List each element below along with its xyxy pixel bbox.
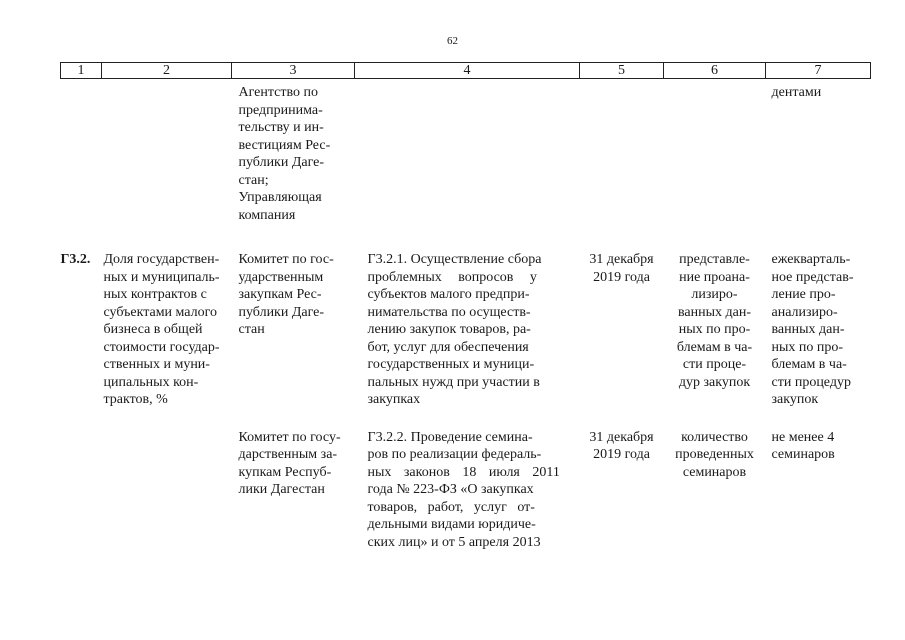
target-line: ванных дан- xyxy=(771,322,845,337)
program-table-container xyxy=(60,62,870,559)
event-line: ских лиц» и от 5 апреля 2013 xyxy=(367,534,541,550)
result-line: количество xyxy=(681,429,748,445)
event-line: проблемных вопросов у xyxy=(367,269,537,285)
indicator-line: ципальных кон- xyxy=(103,374,199,390)
executor-line: публики Даге- xyxy=(238,304,325,320)
cell-executor xyxy=(232,423,355,560)
cell-executor xyxy=(232,79,355,243)
executor-line: стан; xyxy=(238,172,269,188)
executor-line: Управляющая xyxy=(238,190,322,205)
deadline-line: 31 декабря xyxy=(589,252,654,267)
cell-number xyxy=(61,79,102,243)
result-line: лизиро- xyxy=(691,287,738,302)
executor-line: публики Даге- xyxy=(238,155,325,170)
event-line: Г3.2.1. Осуществление сбора xyxy=(367,252,542,267)
executor-line: вестициям Рес- xyxy=(238,137,331,153)
event-line: дельными видами юридиче- xyxy=(367,517,536,532)
header-cell-6: 6 xyxy=(664,63,766,79)
target-line: анализиро- xyxy=(771,304,838,320)
result-line: представле- xyxy=(679,252,750,267)
target-line: сти процедур xyxy=(771,374,851,390)
header-cell-7: 7 xyxy=(766,63,871,79)
cell-number xyxy=(61,423,102,560)
event-line: ров по реализации федераль- xyxy=(367,447,542,462)
result-line: дур закупок xyxy=(678,374,751,390)
indicator-line: Доля государствен- xyxy=(103,252,220,267)
deadline-line: 2019 года xyxy=(593,269,650,285)
indicator-line: ных и муниципаль- xyxy=(103,269,220,285)
table-row-continuation xyxy=(61,79,871,243)
target-line: ление про- xyxy=(771,287,836,302)
executor-line: Комитет по гос- xyxy=(238,252,334,267)
executor-line: компания xyxy=(238,207,296,223)
header-cell-3: 3 xyxy=(232,63,355,79)
cell-number: Г3.2. xyxy=(60,252,91,267)
cell-target xyxy=(766,79,871,243)
table-row-g3-2-1 xyxy=(61,242,871,423)
cell-executor xyxy=(232,242,355,423)
header-cell-2: 2 xyxy=(102,63,232,79)
target-line: закупок xyxy=(771,392,819,407)
cell-event xyxy=(355,423,580,560)
header-row xyxy=(61,63,871,79)
header-cell-1: 1 xyxy=(61,63,102,79)
result-line: ванных дан- xyxy=(677,304,752,320)
event-line: лению закупок товаров, ра- xyxy=(367,322,531,337)
cell-result-indicator xyxy=(664,79,766,243)
cell-deadline xyxy=(580,79,664,243)
target-line: не менее 4 xyxy=(771,429,835,445)
event-line: субъектов малого предпри- xyxy=(367,287,530,302)
event-line: Г3.2.2. Проведение семина- xyxy=(367,429,533,445)
indicator-line: субъектами малого xyxy=(103,304,218,320)
indicator-line: стоимости государ- xyxy=(103,339,220,355)
result-line: блемам в ча- xyxy=(676,339,753,355)
page-number: 62 xyxy=(447,35,458,47)
cell-event xyxy=(355,79,580,243)
cell-indicator xyxy=(102,79,232,243)
executor-line: ударственным xyxy=(238,269,324,285)
deadline-line: 31 декабря xyxy=(589,429,654,445)
cell-target xyxy=(766,423,871,560)
target-line: ных по про- xyxy=(771,339,844,355)
event-line: пальных нужд при участии в xyxy=(367,374,540,390)
result-line: семинаров xyxy=(682,464,747,480)
target-line: дентами xyxy=(771,85,822,100)
result-line: проведенных xyxy=(675,447,754,462)
header-cell-5: 5 xyxy=(580,63,664,79)
executor-line: дарственным за- xyxy=(238,447,338,462)
result-line: ние проана- xyxy=(679,269,750,285)
indicator-line: бизнеса в общей xyxy=(103,322,203,337)
event-line: ных законов 18 июля 2011 xyxy=(367,464,560,480)
result-line: сти проце- xyxy=(682,357,747,372)
target-line: ное представ- xyxy=(771,269,854,285)
event-line: государственных и муници- xyxy=(367,357,535,372)
result-line: ных по про- xyxy=(678,322,751,337)
event-line: года № 223-ФЗ «О закупках xyxy=(367,482,534,497)
event-line: товаров, работ, услуг от- xyxy=(367,499,535,515)
executor-line: купкам Респуб- xyxy=(238,464,332,480)
deadline-line: 2019 года xyxy=(593,447,650,462)
cell-event xyxy=(355,242,580,423)
executor-line: тельству и ин- xyxy=(238,120,324,135)
cell-deadline xyxy=(580,242,664,423)
executor-line: стан xyxy=(238,322,265,337)
event-line: закупках xyxy=(367,392,421,407)
indicator-line: ных контрактов с xyxy=(103,287,207,302)
indicator-line: трактов, % xyxy=(103,392,168,407)
cell-target xyxy=(766,242,871,423)
target-line: блемам в ча- xyxy=(771,357,847,372)
cell-deadline xyxy=(580,423,664,560)
executor-line: лики Дагестан xyxy=(238,482,325,497)
event-line: бот, услуг для обеспечения xyxy=(367,339,529,355)
event-line: нимательства по осуществ- xyxy=(367,304,531,320)
cell-result-indicator xyxy=(664,242,766,423)
cell-indicator xyxy=(102,242,232,559)
header-cell-4: 4 xyxy=(355,63,580,79)
executor-line: предпринима- xyxy=(238,102,323,118)
executor-line: закупкам Рес- xyxy=(238,287,322,302)
target-line: семинаров xyxy=(771,447,835,462)
target-line: ежекварталь- xyxy=(771,252,851,267)
indicator-line: ственных и муни- xyxy=(103,357,210,372)
cell-result-indicator xyxy=(664,423,766,560)
executor-line: Агентство по xyxy=(238,85,319,100)
executor-line: Комитет по госу- xyxy=(238,429,341,445)
program-table xyxy=(60,62,871,559)
